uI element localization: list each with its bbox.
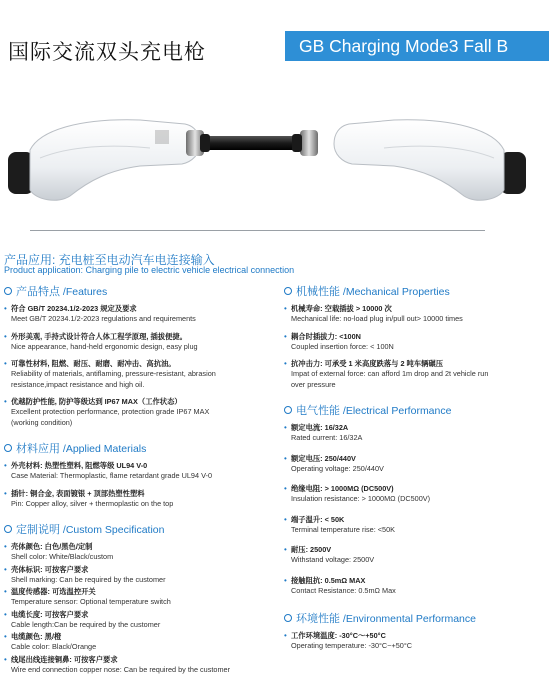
- bullet-icon: •: [284, 575, 287, 585]
- left-connector: [8, 120, 210, 200]
- list-item: • 温度传感器: 可选温控开关 Temperature sensor: Optional temperature switch: [4, 587, 171, 606]
- application-title: 产品应用: 充电桩至电动汽车电连接输入: [4, 253, 215, 267]
- bullet-icon: •: [284, 359, 287, 368]
- list-item: • 端子温升: < 50K Terminal temperature rise: <50K: [284, 514, 396, 534]
- bullet-icon: •: [284, 484, 287, 493]
- materials-heading: 材料应用 /Applied Materials: [4, 442, 274, 456]
- electrical-heading: 电气性能 /Electrical Performance: [284, 404, 546, 418]
- bullet-icon: •: [4, 632, 7, 641]
- right-connector: [292, 120, 526, 200]
- list-item: • 耐压: 2500V Withstand voltage: 2500V: [284, 545, 375, 564]
- list-item: • 线尾出线连接铜鼻: 可按客户要求 Wire end connection copper nose: Can be required by the customer: [4, 654, 231, 674]
- list-item: • 机械寿命: 空载插拔 > 10000 次 Mechanical life: no-load plug in/pull out> 10000 times: [284, 304, 463, 323]
- bullet-icon: •: [284, 545, 287, 554]
- right-column: [284, 285, 546, 658]
- list-item: • 电缆颜色: 黑/橙 Cable color: Black/Orange: [4, 632, 97, 651]
- bullet-icon: •: [4, 461, 7, 470]
- list-item: • 额定电流: 16/32A Rated current: 16/32A: [284, 423, 363, 442]
- section-divider: [30, 230, 485, 231]
- bullet-icon: •: [4, 331, 7, 341]
- list-item: • 壳体标识: 可按客户要求 Shell marking: Can be required by the customer: [4, 564, 166, 584]
- custom-heading: 定制说明 /Custom Specification: [4, 523, 274, 537]
- list-item: • 外形美观, 手持式设计符合人体工程学原理, 插拔便捷。 Nice appearance, hand-held ergonomic design, easy plug: [4, 331, 198, 351]
- list-item: • 符合 GB/T 20234.1/2-2023 规定及要求 Meet GB/T 20234.1/2-2023 regulations and requirements: [4, 304, 196, 323]
- list-item: • 绝缘电阻: > 1000MΩ (DC500V) Insulation resistance: > 1000MΩ (DC500V): [284, 484, 431, 503]
- bullet-icon: •: [284, 631, 287, 640]
- bullet-circle-icon: [4, 444, 12, 452]
- left-column: [4, 285, 274, 676]
- charging-gun-image: [0, 100, 549, 220]
- bullet-icon: •: [4, 587, 7, 596]
- list-item: • 可靠性材料, 阻燃、耐压、耐磨、耐冲击、高抗油。 Reliability of materials, antiflaming, pressure-resistant, abrasion resistance,impact resistance and high oil.: [4, 359, 216, 389]
- bullet-icon: •: [4, 542, 7, 551]
- list-item: • 电缆长度: 可按客户要求 Cable length:Can be required by the customer: [4, 609, 161, 629]
- mechanical-heading: 机械性能 /Mechanical Properties: [284, 285, 546, 299]
- list-item: • 接触阻抗: 0.5mΩ MAX Contact Resistance: 0.5mΩ Max: [284, 575, 396, 595]
- bullet-circle-icon: [4, 287, 12, 295]
- list-item: • 抗冲击力: 可承受 1 米高度跌落与 2 吨车辆碾压 Impat of external force: can afford 1m drop and 2t vehicle run over pressure: [284, 359, 489, 389]
- bullet-icon: •: [284, 331, 287, 341]
- bullet-icon: •: [4, 397, 7, 406]
- bullet-icon: •: [284, 304, 287, 313]
- bullet-icon: •: [284, 453, 287, 463]
- bullet-circle-icon: [284, 287, 292, 295]
- bullet-icon: •: [4, 488, 7, 498]
- application-subtitle: Product application: Charging pile to electric vehicle electrical connection: [4, 265, 295, 275]
- bullet-icon: •: [4, 564, 7, 574]
- bullet-icon: •: [284, 423, 287, 432]
- bullet-icon: •: [4, 304, 7, 313]
- list-item: • 壳体颜色: 白色/黑色/定制 Shell color: White/Black/custom: [4, 542, 114, 561]
- list-item: • 外壳材料: 热塑性塑料, 阻燃等级 UL94 V-0 Case Material: Thermoplastic, flame retardant grade UL94 V-0: [4, 461, 213, 480]
- bullet-icon: •: [4, 654, 7, 664]
- bullet-circle-icon: [4, 525, 12, 533]
- list-item: • 优越防护性能, 防护等级达到 IP67 MAX（工作状态） Excellent protection performance, protection grade IP67 MAX (working condition): [4, 397, 210, 427]
- list-item: • 额定电压: 250/440V Operating voltage: 250/440V: [284, 453, 384, 473]
- bullet-icon: •: [4, 359, 7, 368]
- bullet-icon: •: [284, 514, 287, 524]
- features-heading: 产品特点 /Features: [4, 285, 274, 299]
- bullet-circle-icon: [284, 614, 292, 622]
- product-banner: GB Charging Mode3 Fall B: [285, 31, 549, 61]
- environmental-heading: 环境性能 /Environmental Performance: [284, 612, 546, 626]
- list-item: • 插针: 铜合金, 表面镀银 + 顶部热塑性塑料 Pin: Copper alloy, silver + thermoplastic on the top: [4, 488, 174, 508]
- bullet-circle-icon: [284, 406, 292, 414]
- list-item: • 耦合时插拔力: <100N Coupled insertion force: < 100N: [284, 331, 394, 351]
- list-item: • 工作环境温度: -30°C～+50°C Operating temperature: -30°C~+50°C: [284, 631, 413, 650]
- page-title: 国际交流双头充电枪: [8, 41, 206, 64]
- bullet-icon: •: [4, 609, 7, 619]
